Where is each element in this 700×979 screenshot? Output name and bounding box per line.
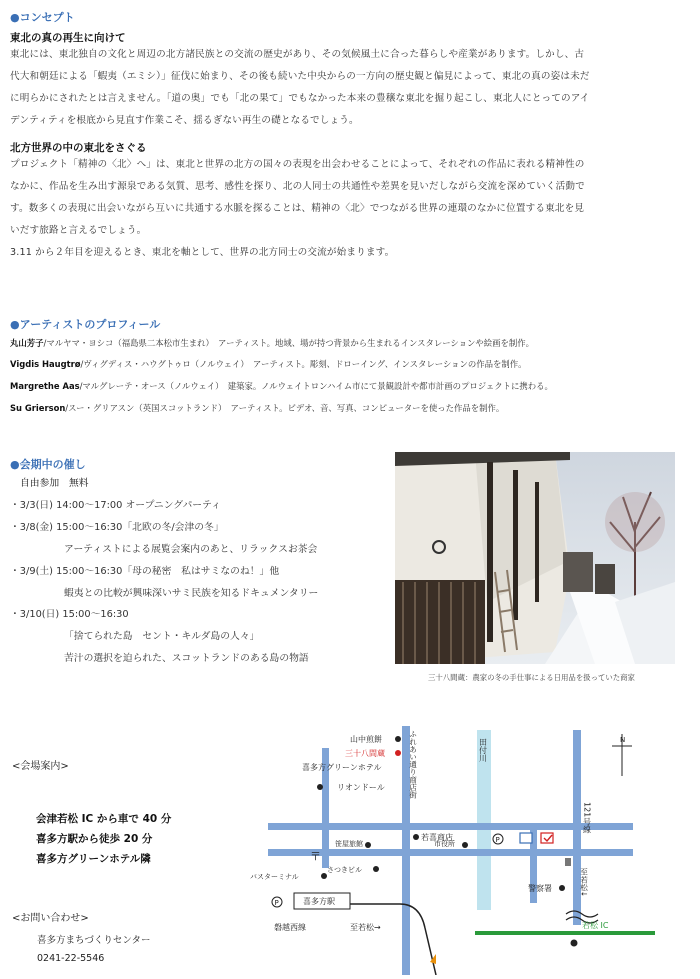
photo-caption: 三十八間蔵：農家の冬の手仕事による日用品を扱っていた商家 <box>428 673 635 682</box>
map-drawing <box>240 718 700 975</box>
label-ic: 若松 IC <box>582 921 609 930</box>
road-ic <box>475 931 655 935</box>
artist-desc: /スー・グリアスン（英国スコットランド） アーティスト。ビデオ、音、写真、コンピューターを使った作品を制作。 <box>65 403 505 413</box>
profile-item <box>10 380 553 392</box>
railway <box>300 904 436 975</box>
text-line: 東北には、東北独自の文化と周辺の北方諸民族との交流の歴史があり、その気候風土に合った暮らしや産業があります。しかし、古 <box>10 49 585 60</box>
label-station: 喜多方駅 <box>303 897 335 906</box>
label-river: 田付川 <box>478 738 488 762</box>
artist-desc: /ヴィグディス・ハウグトゥロ（ノルウェイ） アーティスト。彫刻、ドローイング、インスタレーションの作品を制作。 <box>80 359 527 369</box>
profile-item <box>10 337 534 349</box>
contact-org: 喜多方まちづくりセンター <box>37 935 151 946</box>
events-heading: ●会期中の催し <box>10 458 86 471</box>
text-line: 代大和朝廷による「蝦夷（エミシ）」征伐に始まり、その後も続いた中央からの一方向の歴史観と偏見によって、東北の真の姿は未だ <box>10 71 590 82</box>
access-line: 喜多方駅から徒歩 20 分 <box>36 833 153 845</box>
concept-heading: ●コンセプト <box>10 11 75 24</box>
concept-subheading-1: 東北の真の再生に向けて <box>10 32 126 44</box>
concept-paragraph-1 <box>10 44 690 132</box>
event-line: ・3/3(日) 14:00～17:00 オープニングパーティ <box>10 500 221 511</box>
profile-item <box>10 402 504 414</box>
event-line: ・3/8(金) 15:00～16:30「北欧の冬/会津の冬」 <box>10 522 224 533</box>
text-line: 3.11 から２年目を迎えるとき、東北を軸として、世界の北方同士の交流が始まります。 <box>10 247 395 258</box>
event-line: ・3/9(土) 15:00～16:30「母の秘密 私はサミなのね！」他 <box>10 566 280 577</box>
label-north: N <box>620 736 626 744</box>
label-hotel: 喜多方グリーンホテル <box>302 763 382 772</box>
events-free-note: 自由参加 無料 <box>20 478 89 489</box>
concept-paragraph-2 <box>10 154 690 264</box>
event-line: 蝦夷との比較が興味深いサミ民族を知るドキュメンタリー <box>64 588 319 599</box>
artist-name: Margrethe Aas <box>10 381 80 391</box>
venue-marker <box>395 750 401 756</box>
road-upper <box>268 823 633 830</box>
label-towakamatsu: 至若松→ <box>350 923 381 932</box>
label-wakaki: 若喜商店 <box>421 833 453 842</box>
label-rion: リオンドール <box>337 783 385 792</box>
concept-subheading-2: 北方世界の中の東北をさぐる <box>10 142 147 154</box>
svg-text:P: P <box>274 899 279 907</box>
artist-name: 丸山芳子 <box>10 338 44 348</box>
access-line: 喜多方グリーンホテル隣 <box>36 853 151 865</box>
contact-tel: 0241-22-5546 <box>37 953 105 964</box>
svg-text:〒: 〒 <box>310 850 321 863</box>
event-line: アーティストによる展覧会案内のあと、リラックスお茶会 <box>64 544 318 555</box>
profile-item <box>10 358 527 370</box>
artist-desc: /マルヤマ・ヨシコ（福島県二本松市生まれ） アーティスト。地域、場が持つ背景から生まれるインスタレーションや絵画を制作。 <box>43 338 534 348</box>
storehouse-photo <box>395 452 675 664</box>
svg-text:P: P <box>495 836 500 844</box>
label-busterminal: バスターミナル <box>250 873 299 881</box>
text-line: に明らかにされたとは言えません。「道の奥」でも「北の果て」でもなかった本来の豊穣な東北を掘り起こし、東北人にとってのアイ <box>10 93 590 104</box>
access-line: 会津若松 IC から車で 40 分 <box>36 813 172 825</box>
label-police: 警察署 <box>528 884 552 893</box>
label-venue: 三十八間蔵 <box>345 749 385 758</box>
text-line: デンティティを根底から見直す作業こそ、揺るぎない再生の礎となるでしょう。 <box>10 115 359 126</box>
label-ryokan: 笹屋旅館 <box>335 840 363 848</box>
artist-desc: /マルグレーテ・オース（ノルウェイ） 建築家。ノルウェイトロンハイム市にて景観設計や都市計画のプロジェクトに携わる。 <box>79 381 553 391</box>
storehouse-illustration <box>395 452 675 664</box>
text-line: なかに、作品を生み出す源泉である気質、思考、感性を探り、北の人同士の共通性や差異を見いだしながら交流を深めていく活動で <box>10 181 585 192</box>
event-line: ・3/10(日) 15:00～16:30 <box>10 609 129 620</box>
label-satsuki: さつきビル <box>327 866 362 874</box>
label-street: ふれあい通り商店街 <box>408 730 418 799</box>
text-line: プロジェクト「精神の〈北〉へ」は、東北と世界の北方の国々の表現を出会わせることによって、それぞれの作品に表れる精神性の <box>10 159 585 170</box>
label-banetsu: 磐越西線 <box>274 923 306 932</box>
venue-map <box>240 718 700 975</box>
event-line: 「捨てられた島 セント・キルダ島の人々」 <box>64 631 260 642</box>
label-cityhall: 市役所 <box>434 840 455 848</box>
venue-heading: <会場案内> <box>12 761 69 772</box>
road-lower <box>268 849 633 856</box>
contact-heading: <お問い合わせ> <box>12 913 89 924</box>
artist-name: Su Grierson <box>10 403 66 413</box>
text-line: す。数多くの表現に出会いながら互いに共通する水脈を探ることは、精神の〈北〉でつながる世界の連環のなかに位置する東北を見 <box>10 203 585 214</box>
label-yamanaka: 山中煎餅 <box>350 735 382 744</box>
text-line: いだす旅路と言えるでしょう。 <box>10 225 147 236</box>
label-towakamatsu-v: 至若松↓ <box>579 868 589 898</box>
event-line: 苦汁の選択を迫られた、スコットランドのある島の物語 <box>64 653 309 664</box>
artist-name: Vigdis Haugtrø <box>10 359 81 369</box>
profile-heading: ●アーティストのプロフィール <box>10 318 161 331</box>
label-route: 121号線 <box>582 802 592 834</box>
